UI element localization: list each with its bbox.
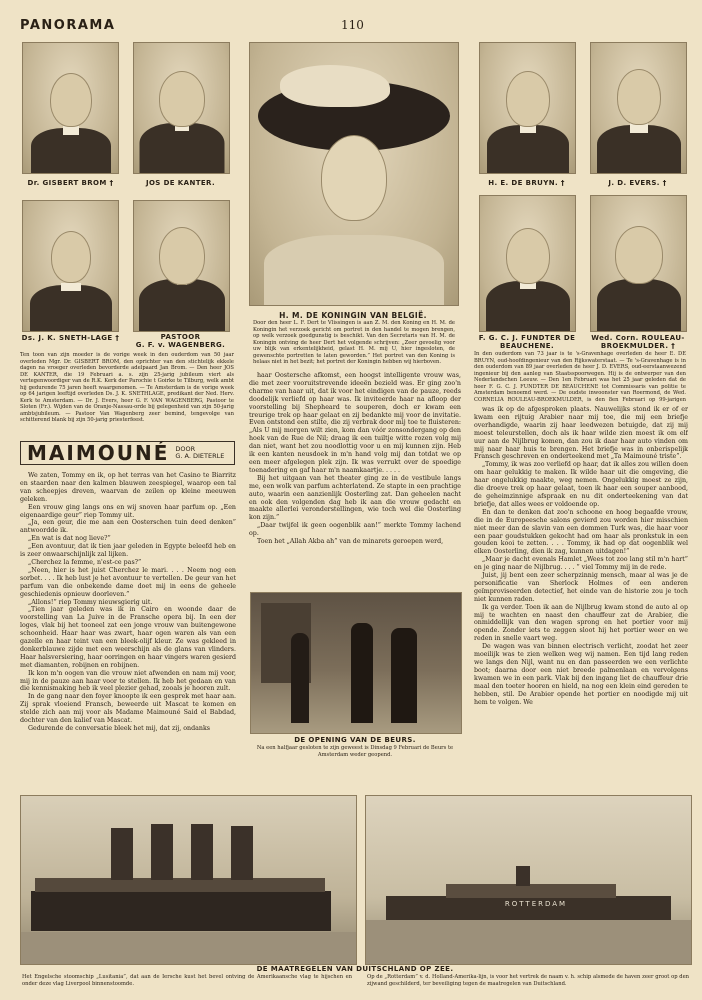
beurs-text: Na een halfjaar gesloten te zijn geweest is Dinsdag 9 Februari de Beurs te Amsterdam weder geopend.	[256, 745, 454, 758]
ship-deck	[446, 884, 616, 898]
left-notes: Ten toon van zijn moeder is de vorige week in den ouderdom van 50 jaar overleden Mgr. Dr. GISBERT BROM, den oprichter van den stichtelijk ekkele dagen na vroeger overleden bevorderde adelpaard Jan Brom. — Den heer JOS DE KANTER, die 19 Februari a. s. zijn 25-jarig jubileum viert als vertegenwoordiger van de R.K. Kerk der Parochie t Goirke te Tilburg, welk ambt hij gedurende 75 jaren heeft waargenomen. — Te Amsterdam is de vorige week op 64 jarigen leeftijd overleden Ds. J. K. SNETHLAGE, predikant der Ned. Herv. Kerk te Amsterdam. — Dr. J. Evers, heer G. F. VAN WAGENBERG, Pastoor te Sloten (Fr.). Wijden van de Oranje-Nassau-orde bij gelegenheid van zijn 50-jarig ambtsjubileum. — Pastoor Van Wagenberg zeer bemind, tengevolge van schitterend blank bij zijn 50-jarig priesterfeest.	[20, 352, 234, 423]
funnel	[231, 826, 253, 880]
lusitania-photo	[20, 795, 357, 965]
funnel	[111, 828, 133, 880]
caption-snethlage: Ds. J. K. SNETH-LAGE †	[21, 334, 120, 342]
figure	[291, 633, 309, 723]
caption-fundter: F. G. C. J. FUNDTER DE BEAUCHENE.	[478, 334, 576, 350]
story-column-2: haar Oostersche afkomst, een hoogst intelligente vrouw was, die met zeer vooruitstrevende ideeën bezield was. Er ging zoo'n charme van haar uit, dat ik voor het eindigen van de pauze, reeds doodelijk verliefd op haar was. Ik inviteerde haar na afloop der voorstelling bij Shepheard te souperen, doch er kwam een treurige trek op haar gelaat en zij bedankte mij voor de invitatie. Even ontstond een stilte, die zij verbrak door mij toe te fluisteren: „Als U mij morgen wilt zien, kom dan vóór zonsondergang op den hoek van de Rue de Nil; draag ik een tuiltje witte rozen volg mij dan niet, want het zou noodlottig voor u en mij kunnen zijn. Heb ik een kanten neusdoek in m'n hand volg mij dan totdat we op een meer afgelegen plek zijn. Ik was verrukt over de spoedige toenadering en gaf haar m'n naamkaartje. . . . . Bij het uitgaan van het theater ging ze in de vestibule langs me, een wolk van parfum achterlatend. Ze stapte in een prachtige auto, waarin een aanzienlijk Oosterling zat. Dan geheelen nacht en ook den volgenden dag heb ik aan die vrouw gedacht en maakte allerlei veronderstellingen, wie toch wel die Oosterling kon zijn.” „Daar twijfel ik geen oogenblik aan!” merkte Tommy lachend op. Toen het „Allah Akba ah” van de minarets geroepen werd,	[249, 372, 461, 546]
portrait-rouleau	[590, 195, 687, 332]
page-number: 110	[341, 18, 364, 32]
hull-name: ROTTERDAM	[504, 900, 568, 908]
caption-queen: H. M. DE KONINGIN VAN BELGIË.	[279, 311, 427, 320]
portrait-van-wagenberg	[133, 200, 230, 332]
caption-rouleau: Wed. Corn. ROULEAU-BROEKMULDER. †	[591, 334, 685, 350]
feather-plume	[280, 65, 390, 107]
caption-van-wagenberg-1: PASTOOR	[160, 333, 201, 341]
rotterdam-caption: Op de „Rotterdam” v. d. Holland-Amerika-lijn, is voor het vertrek de naam v. h. schip alsmede de haven zeer groot op den zijwand geschilderd, ter beveiliging tegen de maatregelen van Duitschland.	[367, 974, 689, 987]
story-byline: DOOR G. A. DIETERLE	[175, 445, 225, 460]
funnel	[191, 824, 213, 880]
figure	[391, 628, 417, 723]
rotterdam-photo	[365, 795, 692, 965]
portrait-queen	[249, 42, 459, 306]
story-column-1: We zaten, Tommy en ik, op het terras van het Casino te Biarritz en staarden naar den kalmen blauwen zeespiegel, waarop een tal van scheepjes dreven, waarvan de zeilen op kleine meeuwen geleken. Een vrouw ging langs ons en wij snoven haar parfum op. „Een eigenaardige geur” riep Tommy uit. „Ja, een geur, die me aan een Oosterschen tuin deed denken” antwoordde ik. „En wat is dat nog lieve?” „Een avontuur, dat ik tien jaar geleden in Egypte beleefd heb en is zeer onwaarschijnlijk zal lijken. „Cherchez la femme, n'est-ce pas?” „Neen, hier is het juist Cherchez le mari. . . . Neem nog een sorbet. . . . Ik heb lust je het avontuur te vertellen. De geur van het parfum van die onbekende dame doet mij in eens de geheele geschiedenis opnieuw doorleven.” „Allons!” riep Tommy nieuwsgierig uit. „Tien jaar geleden was ik in Cairo en woonde daar de voorstelling van La Juive in de Fransche opera bij. In een der loges, vlak bij het tooneel zat een jonge vrouw van buitengewone schoonheid. Haar haar was zwart, haar ogen waren als van een gazelle en haar teint van een bleek-olijf kleur. Ze was gekleed in donkerblauwe zijde met een weerschijn als de glans van vlinders. Haar halsversiering, haar oorringen en haar vingers waren gesierd met diamanten, robijnen en robijnen. Ik kon m'n oogen van die vrouw niet afwenden en nam mij voor, mij in de pauze aan haar voor te stellen. Ik heb het gedaan en van die kennismaking heb ik veel plezier gehad, zooals je hooren zult. In de gang naar den foyer knoopte ik een gesprek met haar aan. Zij sprak vloeiend Fransch, beweerde uit Mascat te komen en stelde zich aan mij voor als Madame Maimouné Said el Babdad, dochter van den kalief van Mascat. Gedurende de conversatie bleek het mij, dat zij, ondanks	[20, 472, 236, 732]
queen-text: Door den heer L. F. Dert te Vlissingen is aan Z. M. den Koning en H. M. de Koningin het verzoek gericht om portret in den handel te mogen brengen, op welk verzoek goedgunstig is beschikt. Van den Secretaris van H. M. de Koningin ontving de heer Dert het volgende schrijven: „Zeer gevoelig voor uw blijk van erkentelijkheid, gelast H. M. mij U, hier ingesloten, de gewenschte portretten te laten geworden.” Het portret van den Koning is helaas niet in het bezit; het portret der Koningin hebben wij hierboven.	[253, 320, 455, 364]
caption-de-kanter: JOS DE KANTER.	[145, 179, 216, 187]
ship-hull	[31, 891, 331, 931]
bottom-headline: DE MAATREGELEN VAN DUITSCHLAND OP ZEE.	[256, 965, 454, 973]
portrait-evers	[590, 42, 687, 174]
lusitania-caption: Het Engelsche stoomschip „Lusitania”, dat aan de Iersche kust het bevel ontving de Amerikaansche vlag te hijschen en onder deze vlag Liverpool binnenstoomde.	[22, 974, 352, 987]
portrait-fundter	[479, 195, 576, 332]
portrait-de-bruyn	[479, 42, 576, 174]
story-title-box	[20, 441, 235, 465]
figure	[351, 623, 373, 723]
caption-de-bruyn: H. E. DE BRUYN. †	[488, 179, 565, 187]
caption-beurs: DE OPENING VAN DE BEURS.	[294, 736, 416, 744]
ship-deck	[35, 878, 325, 892]
portrait-snethlage	[22, 200, 119, 332]
beurs-photo	[250, 592, 462, 734]
story-column-3: was ik op de afgesproken plaats. Nauwelijks stond ik er of er kwam een rijtuig Arabier naar mij toe, die mij een briefje overhandigde, waarin zij haar leedwezen betuigde, dat zij mij moest teleurstellen, doch als ik haar wilde zien moest ik om elf uur aan de Nijlbrug komen, dan zou ik daar haar auto vinden om mij naar haar huis te brengen. Het briefje was in onberispelijk Fransch geschreven en onderteekend met „Ta Maimouné triste”. „Tommy, ik was zoo verliefd op haar, dat ik alles zou willen doen om haar gelukkig te maken. Ik wilde haar uit die omgeving, die haar ongelukkig maakte, weg nemen. Ongelukkig moest ze zijn, die droeve trek op haar gelaat, toen ik haar een souper aanbood, de geheimzinnige afspraak en nu dit onderteekening van dat briefje, dat alles wees er voldoende op. En dan te denken dat zoo'n schoone en hoog begaafde vrouw, die in de Europeesche salons gevierd zou worden hier misschien niet meer dan de slavin van een dommen Turk was, die haar voor een paar goudstukken gekocht had om haar als pronkstuk in een gouden kooi te zetten. . . . Tommy, ik had op dat oogenblik wel elken Oosterling, dien ik zag, kunnen uitdagen!” „Maar je dacht evenals Hamlet „Wees tot zoo lang stil m'n hart” en je ging naar de Nijlbrug. . . . ” viel Tommy mij in de rede. Juist, jij bent een zeer scherpzinnig mensch, maar al was je de personificatie van Sherlock Holmes of een anderen geïmproviseerden detectief, het einde van de historie zou je toch niet kunnen raden. Ik ga verder. Toen ik aan de Nijlbrug kwam stond de auto al op mij te wachten en naast den chauffeur zat de Arabier, die onmiddellijk van den wagen sprong en het portier voor mij opende. Zonder iets te zeggen sloot hij het portier weer en we reden in snelle vaart weg. De wagen was van binnen electrisch verlicht, zoodat het zeer moeilijk was te zien welken weg wij namen. Een tijd lang reden we langs den Nijl, want nu en dan passeerden we een verlichte boot; daarna door een niet breede palmenlaan en vervolgens kwamen we in een park. Vlak bij den ingang liet de chauffeur drie maal den toeter hooren en hield, na nog een klein eind gereden te hebben, stil. De Arabier opende het portier en noodigde mij uit hem te volgen. We	[474, 406, 688, 706]
funnel	[151, 824, 173, 880]
story-title: MAIMOUNÉ	[27, 441, 170, 465]
caption-evers: J. D. EVERS. †	[608, 179, 667, 187]
funnel	[516, 866, 530, 886]
masthead: PANORAMA	[20, 18, 116, 33]
right-notes: In den ouderdom van 73 jaar is te 's-Gravenhage overleden de heer E. DE BRUYN, oud-hoofdingenieur van den Rijkswaterstaat. — Te 's-Gravenhage is in den ouderdom van 89 jaar overleden de heer J. D. EVERS, oud-eerstaanwezend ingenieur bij den aanleg van Staatsspoorwegen. Hij is de ontwerper van den Nederlandschen Leeuw. — Den 1en Februari was het 25 jaar geleden dat de heer F. G. C. J. FUNDTER DE BEAUCHENE tot Commissaris van politie te Amsterdam benoemd werd. — De oudste inwoonster van Roermond, de Wed. CORNELIA ROULEAU-BROEKMULDER, is den 8en Februari op 99-jarigen	[474, 351, 686, 403]
caption-brom: Dr. GISBERT BROM †	[27, 179, 114, 187]
portrait-de-kanter	[133, 42, 230, 174]
portrait-brom	[22, 42, 119, 174]
caption-van-wagenberg-2: G. F. v. WAGENBERG.	[135, 341, 226, 349]
